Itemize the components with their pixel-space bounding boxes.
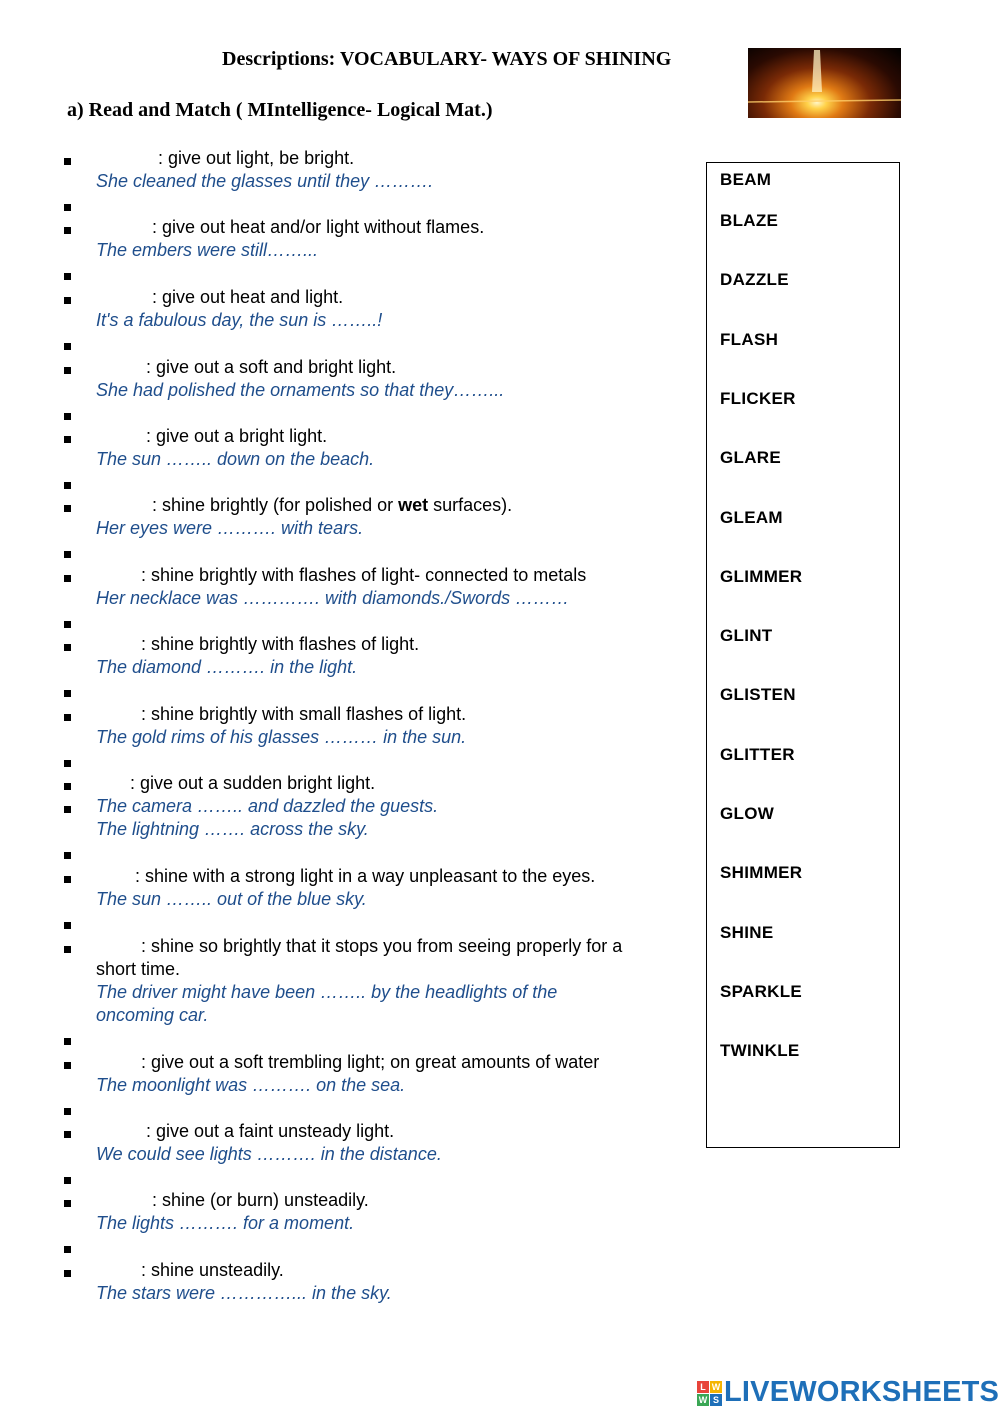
definition-text: : shine brightly with small flashes of light.: [141, 704, 467, 724]
example-sentence: The diamond ………. in the light.: [96, 657, 358, 677]
word-bank: [706, 162, 900, 1148]
bullet-marker: [64, 343, 71, 350]
bullet-marker: [64, 876, 71, 883]
example-sentence: The driver might have been …….. by the headlights of the: [96, 982, 558, 1002]
word-bank-item: GLOW: [720, 804, 775, 823]
example-sentence: She had polished the ornaments so that they……...: [96, 380, 505, 400]
definition-text: : give out a soft trembling light; on great amounts of water: [141, 1052, 600, 1072]
example-sentence: She cleaned the glasses until they ……….: [96, 171, 434, 191]
bullet-marker: [64, 551, 71, 558]
word-bank-item: BLAZE: [720, 211, 779, 230]
bullet-marker: [64, 1108, 71, 1115]
definition-text: : give out heat and light.: [152, 287, 344, 307]
bullet-marker: [64, 621, 71, 628]
definition-text: : shine (or burn) unsteadily.: [152, 1190, 369, 1210]
bullet-marker: [64, 575, 71, 582]
logo-tile: W: [698, 1395, 708, 1405]
definition-text: : shine brightly with flashes of light.: [141, 634, 420, 654]
example-sentence: The sun …….. down on the beach.: [96, 449, 375, 469]
definition-text: : give out a sudden bright light.: [130, 773, 376, 793]
definition-text: : shine unsteadily.: [141, 1260, 284, 1280]
word-bank-item: GLITTER: [720, 744, 795, 764]
bullet-marker: [64, 204, 71, 211]
bullet-marker: [64, 760, 71, 767]
logo-tile: L: [697, 1381, 709, 1393]
definition-text: : shine so brightly that it stops you from seeing properly for a: [141, 936, 623, 956]
definition-text: : give out heat and/or light without flames.: [152, 217, 485, 237]
word-bank-item: GLARE: [720, 448, 781, 468]
example-sentence: The stars were …………... in the sky.: [96, 1283, 392, 1303]
bullet-marker: [64, 482, 71, 489]
word-bank-item: FLASH: [720, 329, 779, 349]
bullet-marker: [64, 644, 71, 651]
word-bank-item: FLICKER: [720, 388, 796, 408]
word-bank-item: SHIMMER: [720, 863, 803, 883]
bullet-marker: [64, 227, 71, 234]
word-bank-item: GLISTEN: [720, 685, 796, 705]
bullet-marker: [64, 714, 71, 721]
definition-text: : give out light, be bright.: [158, 148, 355, 168]
example-sentence: Her eyes were ………. with tears.: [96, 518, 364, 538]
bullet-marker: [64, 158, 71, 165]
bullet-marker: [64, 1062, 71, 1069]
example-sentence: It's a fabulous day, the sun is ……..!: [96, 310, 383, 330]
bullet-marker: [64, 690, 71, 697]
bullet-marker: [64, 413, 71, 420]
bullet-marker: [64, 922, 71, 929]
definition-text: : shine brightly with flashes of light- connected to metals: [141, 565, 587, 585]
logo-tile: W: [711, 1382, 721, 1392]
logo-icon: [697, 1381, 723, 1407]
example-sentence: Her necklace was …………. with diamonds./Swords ………: [96, 588, 570, 608]
definition-part: surfaces).: [428, 495, 513, 515]
bullet-marker: [64, 1200, 71, 1207]
example-sentence: The moonlight was ………. on the sea.: [96, 1075, 406, 1095]
example-sentence: The sun …….. out of the blue sky.: [96, 889, 367, 909]
definition-emphasis: wet: [398, 495, 429, 515]
word-bank-item: BEAM: [720, 170, 772, 189]
definition-part: : shine brightly (for polished or: [152, 495, 399, 515]
definition-text: : shine with a strong light in a way unpleasant to the eyes.: [135, 866, 596, 886]
example-sentence: We could see lights ………. in the distance.: [96, 1144, 442, 1164]
definition-text: : give out a faint unsteady light.: [146, 1121, 395, 1141]
definition-text-cont: short time.: [96, 959, 181, 979]
word-bank-item: SPARKLE: [720, 981, 803, 1001]
example-sentence: The camera …….. and dazzled the guests.: [96, 796, 439, 816]
bullet-marker: [64, 1246, 71, 1253]
bullet-marker: [64, 367, 71, 374]
bullet-marker: [64, 436, 71, 443]
bullet-marker: [64, 505, 71, 512]
sunset-image: [748, 48, 901, 118]
logo-tile: S: [710, 1394, 722, 1406]
example-sentence: The gold rims of his glasses ……… in the sun.: [96, 727, 467, 747]
bullet-marker: [64, 1038, 71, 1045]
bullet-marker: [64, 806, 71, 813]
bullet-marker: [64, 783, 71, 790]
example-sentence: oncoming car.: [96, 1005, 209, 1025]
word-bank-item: DAZZLE: [720, 270, 789, 290]
bullet-marker: [64, 1131, 71, 1138]
word-bank-item: GLEAM: [720, 507, 783, 527]
example-sentence: The lights ………. for a moment.: [96, 1213, 355, 1233]
definition-text: : give out a soft and bright light.: [146, 357, 397, 377]
bullet-marker: [64, 946, 71, 953]
bullet-marker: [64, 1177, 71, 1184]
word-bank-item: GLINT: [720, 626, 773, 646]
definition-text: : give out a bright light.: [146, 426, 328, 446]
exercise-heading: a) Read and Match ( MIntelligence- Logical Mat.): [67, 99, 493, 121]
bullet-marker: [64, 852, 71, 859]
example-sentence: The embers were still……...: [96, 240, 319, 260]
bullet-marker: [64, 273, 71, 280]
definition-text: [152, 495, 512, 516]
bullet-marker: [64, 297, 71, 304]
word-bank-item: SHINE: [720, 922, 774, 942]
word-bank-item: GLIMMER: [720, 566, 803, 586]
word-bank-item: TWINKLE: [720, 1041, 800, 1061]
page-title: Descriptions: VOCABULARY- WAYS OF SHINING: [222, 48, 672, 70]
logo-text: LIVEWORKSHEETS: [724, 1376, 1000, 1408]
bullet-marker: [64, 1270, 71, 1277]
example-sentence: The lightning ……. across the sky.: [96, 819, 369, 839]
